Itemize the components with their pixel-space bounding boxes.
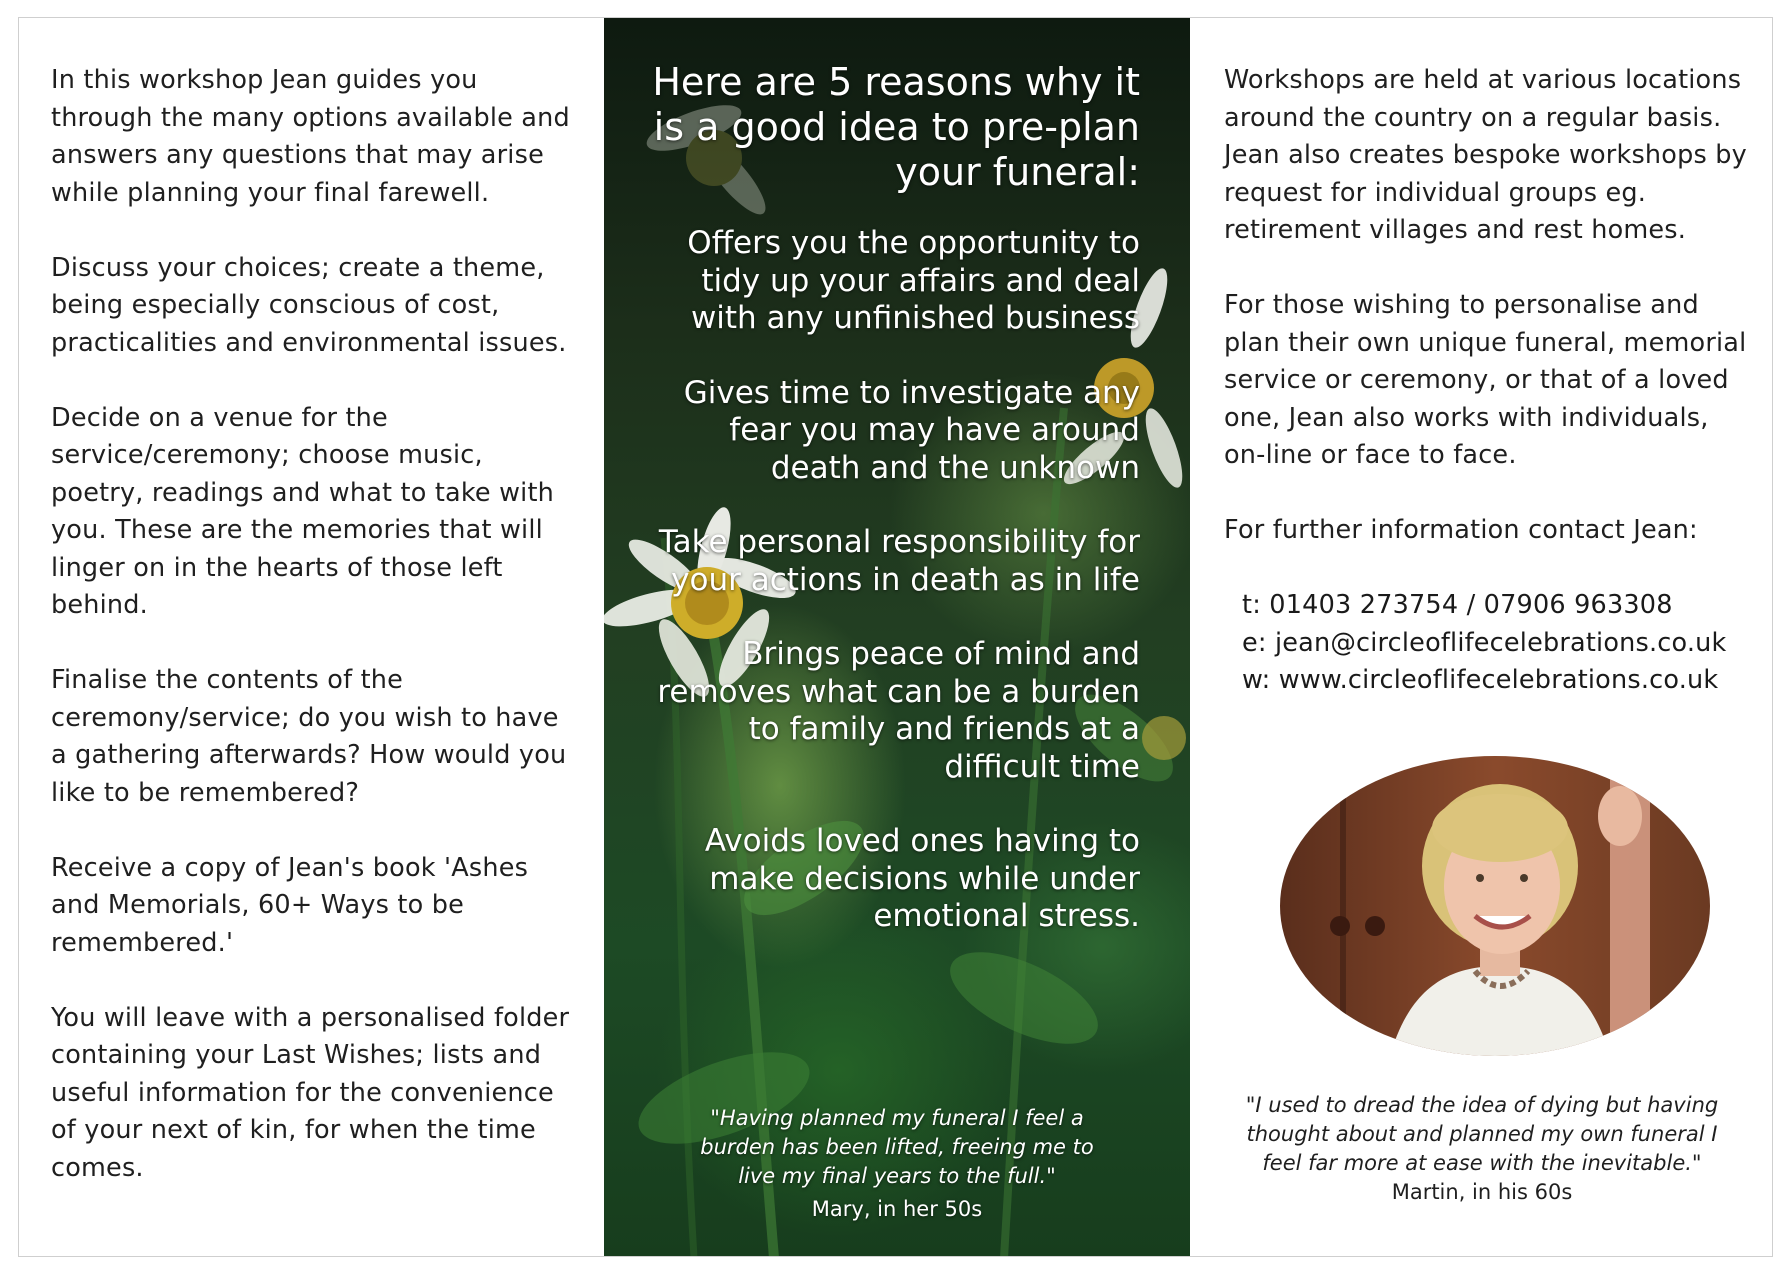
finalise-contents-paragraph: Finalise the contents of the ceremony/service; do you wish to have a gathering afterwards? How would you like to be remembered? xyxy=(51,665,567,808)
right-panel xyxy=(1190,18,1774,1256)
jean-portrait-photo xyxy=(1280,756,1710,1056)
martin-quote-text: "I used to dread the idea of dying but having thought about and planned my own funeral I feel far more at ease with the inevitable." xyxy=(1245,1093,1719,1175)
portrait-illustration xyxy=(1280,756,1710,1056)
martin-testimonial xyxy=(1190,1091,1774,1207)
reason-item: Avoids loved ones having to make decisions while under emotional stress. xyxy=(704,823,1140,934)
workshop-intro-paragraph: In this workshop Jean guides you through the many options available and answers any questions that may arise while planning your final farewell. xyxy=(51,65,570,208)
personalise-paragraph: For those wishing to personalise and plan their own unique funeral, memorial service or ceremony, or that of a loved one, Jean also works with individuals, on-line or face to face. xyxy=(1224,290,1747,470)
personalised-folder-paragraph: You will leave with a personalised folder containing your Last Wishes; lists and useful information for the convenience of your next of kin, for when the time comes. xyxy=(51,1002,570,1183)
reasons-heading: Here are 5 reasons why it is a good idea to pre-plan your funeral: xyxy=(652,60,1140,194)
reason-item: Offers you the opportunity to tidy up your affairs and deal with any unfinished business xyxy=(687,225,1140,336)
phone-contact: t: 01403 273754 / 07906 963308 xyxy=(1242,590,1673,620)
mary-attribution: Mary, in her 50s xyxy=(811,1197,983,1221)
reason-item: Gives time to investigate any fear you may have around death and the unknown xyxy=(683,374,1140,486)
reasons-block xyxy=(640,60,1140,973)
receive-book-paragraph: Receive a copy of Jean's book 'Ashes and Memorials, 60+ Ways to be remembered.' xyxy=(51,852,529,958)
martin-attribution: Martin, in his 60s xyxy=(1391,1180,1573,1204)
reason-item: Take personal responsibility for your actions in death as in life xyxy=(658,524,1140,598)
contact-list xyxy=(1242,587,1754,700)
decide-venue-paragraph: Decide on a venue for the service/ceremony; choose music, poetry, readings and what to take with you. These are the memories that will linger on in the hearts of those left behind. xyxy=(51,402,555,620)
left-panel xyxy=(19,18,604,1256)
middle-panel xyxy=(604,18,1190,1256)
reason-item: Brings peace of mind and removes what can be a burden to family and friends at a difficult time xyxy=(657,636,1140,785)
workshop-locations-paragraph: Workshops are held at various locations around the country on a regular basis. Jean also creates bespoke workshops by request for individual groups eg. retirement villages and rest homes. xyxy=(1224,65,1747,245)
brochure-sheet xyxy=(18,17,1773,1257)
contact-intro-paragraph: For further information contact Jean: xyxy=(1224,515,1698,545)
discuss-choices-paragraph: Discuss your choices; create a theme, being especially conscious of cost, practicalities and environmental issues. xyxy=(51,252,567,358)
email-contact[interactable]: e: jean@circleoflifecelebrations.co.uk xyxy=(1242,627,1727,658)
mary-testimonial xyxy=(604,1104,1190,1224)
website-contact[interactable]: w: www.circleoflifecelebrations.co.uk xyxy=(1242,665,1719,695)
mary-quote-text: "Having planned my funeral I feel a burden has been lifted, freeing me to live my final years to the full." xyxy=(700,1106,1094,1188)
